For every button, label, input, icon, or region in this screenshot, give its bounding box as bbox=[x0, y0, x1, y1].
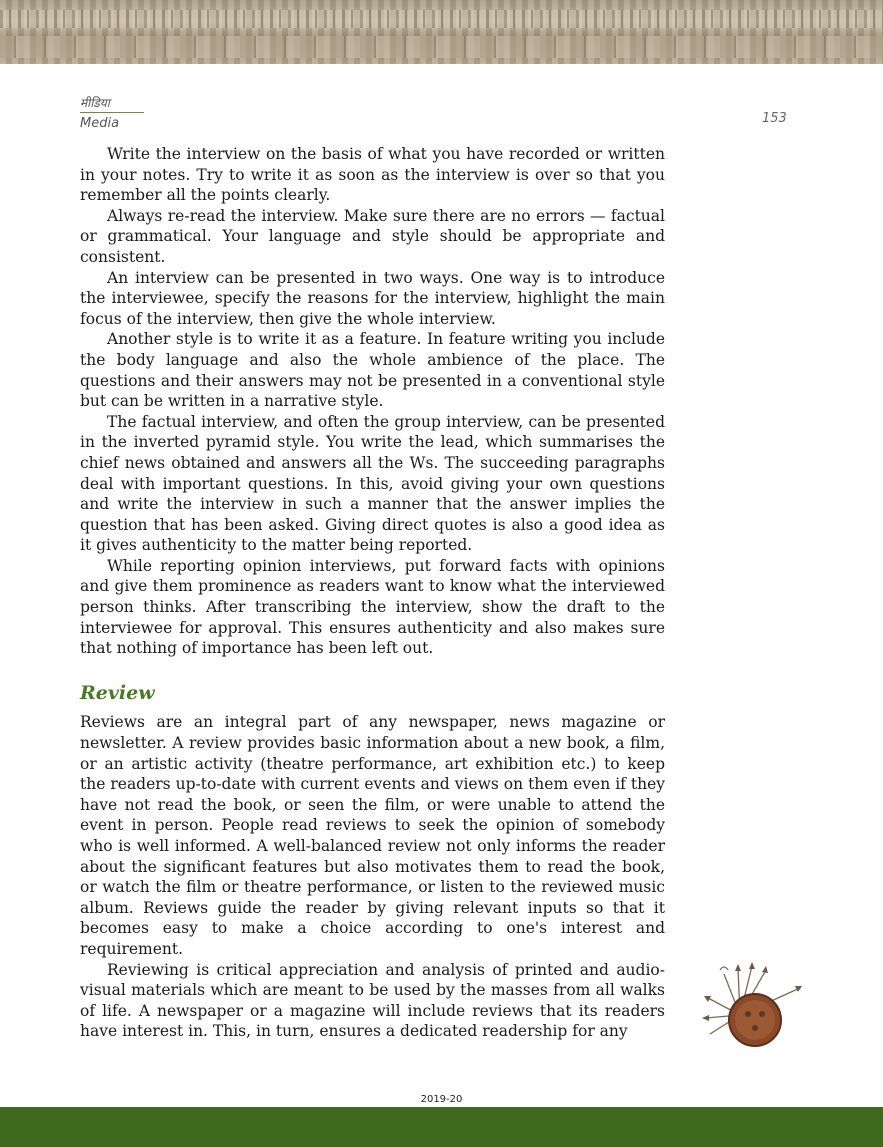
banner-band bbox=[0, 36, 883, 58]
banner-carving bbox=[0, 10, 883, 28]
review-paragraph: Reviewing is critical appreciation and analysis of printed and audio-visual materials which are meant to be used by the masses from all walks of life. A newspaper or a magazine will include reviews that its readers have interest in. This, in turn, ensures a dedicated readership for any bbox=[80, 960, 665, 1041]
shield-arrows-icon bbox=[700, 960, 810, 1060]
running-header-rule bbox=[80, 112, 144, 113]
section-heading-review: Review bbox=[80, 681, 155, 704]
page-number: 153 bbox=[762, 111, 787, 126]
main-text-column bbox=[80, 144, 665, 1042]
top-decorative-banner bbox=[0, 0, 883, 64]
paragraph: Another style is to write it as a feature. In feature writing you include the body language and also the whole ambience of the place. The questions and their answers may not be presented in a conventional style but can be written in a narrative style. bbox=[80, 330, 665, 411]
running-header-english: Media bbox=[80, 116, 120, 131]
footer-bar bbox=[0, 1107, 883, 1147]
footer-year: 2019-20 bbox=[420, 1094, 463, 1105]
paragraph: An interview can be presented in two ways. One way is to introduce the interviewee, specify the reasons for the interview, highlight the main focus of the interview, then give the whole interview. bbox=[80, 268, 665, 328]
review-paragraph: Reviews are an integral part of any newspaper, news magazine or newsletter. A review provides basic information about a new book, a film, or an artistic activity (theatre performance, art exhibition etc.) to keep the readers up-to-date with current events and views on them even if they have not read the book, or seen the film, or were unable to attend the event in person. People read reviews to seek the opinion of somebody who is well informed. A well-balanced review not only informs the reader about the significant features but also motivates them to read the book, or watch the film or theatre performance, or listen to the reviewed music album. Reviews guide the reader by giving relevant inputs so that it becomes easy to make a choice according to one's interest and requirement. bbox=[80, 713, 665, 958]
paragraph: Write the interview on the basis of what you have recorded or written in your notes. Try to write it as soon as the interview is over so that you remember all the points clearly. bbox=[80, 145, 665, 205]
paragraph: The factual interview, and often the group interview, can be presented in the inverted pyramid style. You write the lead, which summarises the chief news obtained and answers all the Ws. The succeeding paragraphs deal with important questions. In this, avoid giving your own questions and write the interview in such a manner that the answer implies the question that has been asked. Giving direct quotes is also a good idea as it gives authenticity to the matter being reported. bbox=[80, 412, 665, 555]
running-header-hindi: मीडिया bbox=[80, 96, 110, 110]
paragraph: Always re-read the interview. Make sure there are no errors — factual or grammatical. Your language and style should be appropriate and consistent. bbox=[80, 206, 665, 266]
paragraph: While reporting opinion interviews, put forward facts with opinions and give them prominence as readers want to know what the interviewed person thinks. After transcribing the interview, show the draft to the interviewee for approval. This ensures authenticity and also makes sure that nothing of importance has been left out. bbox=[80, 556, 665, 658]
